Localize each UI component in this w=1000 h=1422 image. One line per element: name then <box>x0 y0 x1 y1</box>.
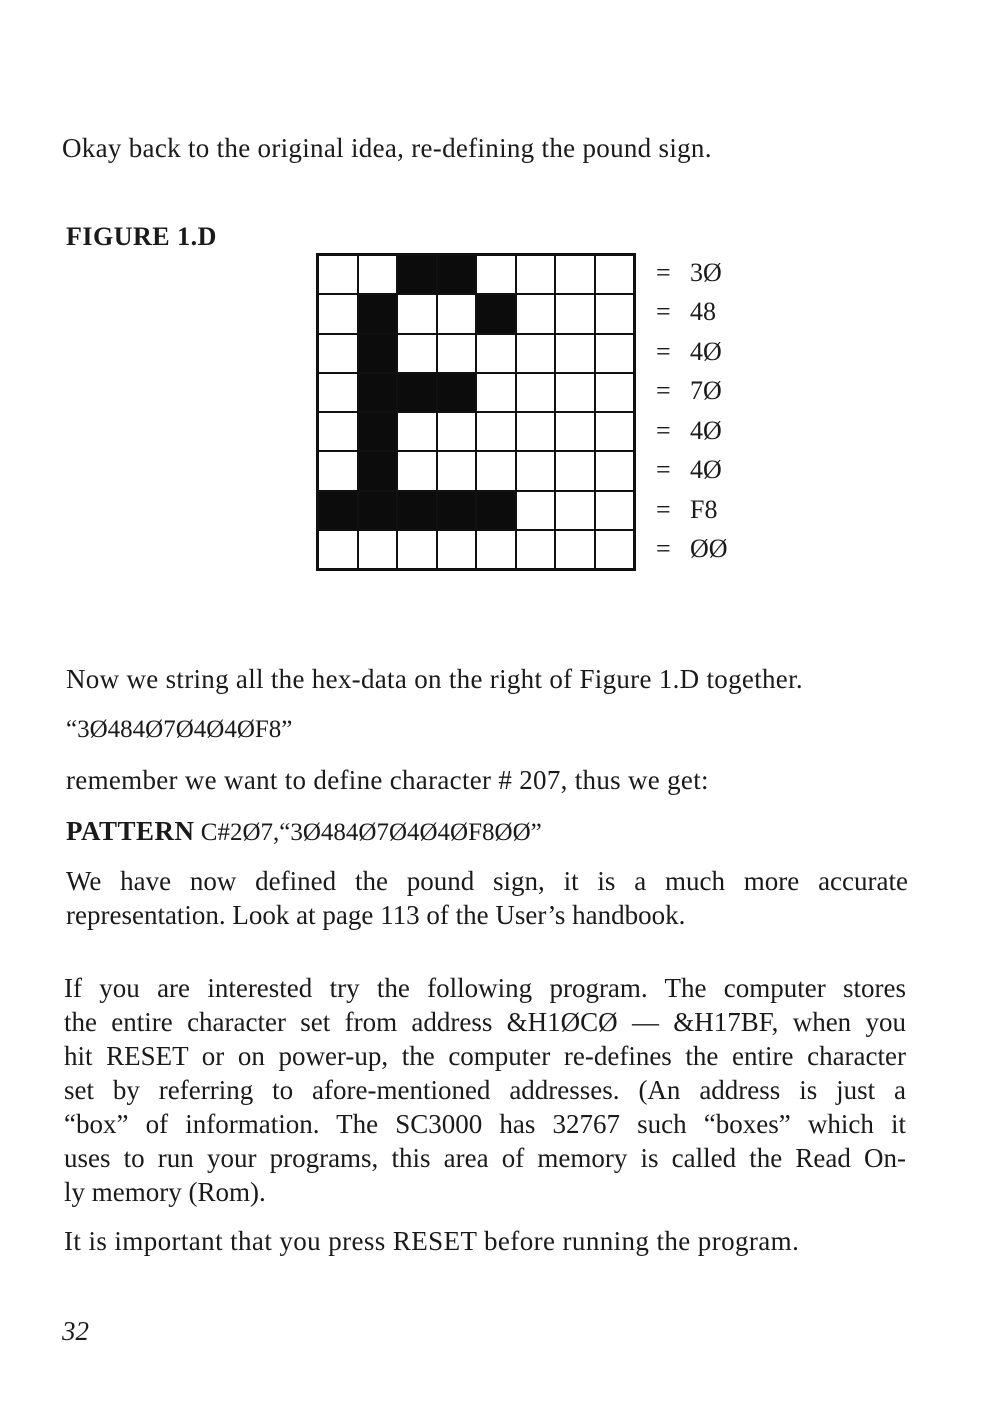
grid-cell-filled <box>397 255 437 294</box>
grid-cell-empty <box>595 412 635 451</box>
grid-cell-empty <box>595 530 635 569</box>
grid-cell-filled <box>476 294 516 333</box>
grid-cell-filled <box>397 373 437 412</box>
grid-cell-empty <box>318 294 358 333</box>
grid-cell-empty <box>555 294 595 333</box>
hex-row <box>656 332 746 372</box>
grid-cell-empty <box>516 373 556 412</box>
remember-text: remember we want to define character # 207, thus we get: <box>66 765 709 795</box>
grid-cell-empty <box>516 334 556 373</box>
grid-cell-empty <box>555 373 595 412</box>
equals-sign: = <box>656 336 671 366</box>
grid-cell-empty <box>358 255 398 294</box>
grid-cell-empty <box>516 412 556 451</box>
grid-cell-empty <box>318 255 358 294</box>
hex-value: F8 <box>690 494 718 524</box>
equals-sign: = <box>656 257 671 287</box>
hex-value: 4Ø <box>690 336 722 366</box>
grid-cell-empty <box>555 451 595 490</box>
hex-value: 3Ø <box>690 257 722 287</box>
equals-sign: = <box>656 494 671 524</box>
hex-row <box>656 411 746 451</box>
hex-row <box>656 530 746 570</box>
string-intro-text: Now we string all the hex-data on the right of Figure 1.D together. <box>66 664 803 694</box>
grid-cell-empty <box>595 255 635 294</box>
grid-cell-empty <box>516 530 556 569</box>
pattern-keyword: PATTERN <box>66 816 195 846</box>
grid-cell-empty <box>476 255 516 294</box>
hex-string-text: “3Ø484Ø7Ø4Ø4ØF8” <box>66 716 293 743</box>
grid-cell-empty <box>437 412 477 451</box>
grid-cell-filled <box>358 334 398 373</box>
grid-cell-empty <box>476 412 516 451</box>
grid-cell-empty <box>595 334 635 373</box>
grid-cell-empty <box>397 412 437 451</box>
hex-value: 4Ø <box>690 455 722 485</box>
grid-cell-empty <box>555 530 595 569</box>
grid-cell-empty <box>555 412 595 451</box>
grid-cell-empty <box>555 255 595 294</box>
grid-cell-empty <box>318 373 358 412</box>
program-paragraph <box>64 971 906 1209</box>
grid-cell-empty <box>516 491 556 530</box>
grid-cell-empty <box>397 294 437 333</box>
hex-row <box>656 490 746 530</box>
hex-row <box>656 253 746 293</box>
grid-cell-empty <box>397 451 437 490</box>
grid-cell-empty <box>595 451 635 490</box>
grid-cell-empty <box>595 373 635 412</box>
grid-cell-empty <box>437 294 477 333</box>
grid-cell-empty <box>318 412 358 451</box>
grid-cell-filled <box>397 491 437 530</box>
hex-row <box>656 451 746 491</box>
equals-sign: = <box>656 376 671 406</box>
grid-cell-filled <box>358 412 398 451</box>
grid-cell-empty <box>397 530 437 569</box>
hex-row <box>656 372 746 412</box>
grid-cell-empty <box>476 334 516 373</box>
hex-value-list <box>656 253 746 569</box>
grid-cell-empty <box>318 334 358 373</box>
page-number: 32 <box>62 1316 89 1346</box>
grid-cell-filled <box>358 373 398 412</box>
equals-sign: = <box>656 415 671 445</box>
defined-paragraph <box>66 864 908 932</box>
grid-cell-empty <box>555 334 595 373</box>
equals-sign: = <box>656 455 671 485</box>
program-line: set by referring to afore-mentioned addresses. (An address is just a <box>64 1075 906 1105</box>
grid-cell-filled <box>358 451 398 490</box>
program-line: If you are interested try the following program. The computer stores <box>64 973 906 1003</box>
grid-cell-empty <box>476 530 516 569</box>
grid-cell-empty <box>358 530 398 569</box>
program-line: the entire character set from address &H1ØCØ — &H17BF, when you <box>64 1007 906 1037</box>
grid-cell-filled <box>358 491 398 530</box>
character-pixel-grid <box>316 253 636 571</box>
pattern-command <box>66 814 542 850</box>
hex-value: 4Ø <box>690 415 722 445</box>
grid-cell-filled <box>437 373 477 412</box>
grid-cell-filled <box>358 294 398 333</box>
program-line: “box” of information. The SC3000 has 32767 such “boxes” which it <box>64 1109 906 1139</box>
grid-cell-empty <box>437 451 477 490</box>
grid-cell-empty <box>437 334 477 373</box>
figure-label: FIGURE 1.D <box>66 222 217 251</box>
hex-value: ØØ <box>690 534 728 564</box>
grid-cell-empty <box>555 491 595 530</box>
program-line: ly memory (Rom). <box>64 1177 266 1207</box>
grid-cell-filled <box>318 491 358 530</box>
program-line: uses to run your programs, this area of memory is called the Read On- <box>64 1143 906 1173</box>
grid-cell-empty <box>516 294 556 333</box>
grid-cell-empty <box>437 530 477 569</box>
grid-cell-filled <box>437 491 477 530</box>
program-line: hit RESET or on power-up, the computer re-defines the entire character <box>64 1041 906 1071</box>
equals-sign: = <box>656 297 671 327</box>
grid-cell-empty <box>595 491 635 530</box>
hex-value: 48 <box>690 297 716 327</box>
grid-cell-empty <box>318 451 358 490</box>
hex-row <box>656 293 746 333</box>
defined-line: representation. Look at page 113 of the User’s handbook. <box>66 900 686 930</box>
grid-cell-empty <box>595 294 635 333</box>
grid-cell-empty <box>397 334 437 373</box>
intro-text: Okay back to the original idea, re-defining the pound sign. <box>62 133 712 163</box>
grid-cell-filled <box>437 255 477 294</box>
pattern-arguments: C#2Ø7,“3Ø484Ø7Ø4Ø4ØF8ØØ” <box>194 819 542 846</box>
hex-value: 7Ø <box>690 376 722 406</box>
grid-cell-empty <box>318 530 358 569</box>
reset-note-text: It is important that you press RESET before running the program. <box>64 1226 800 1256</box>
grid-cell-empty <box>516 255 556 294</box>
grid-cell-empty <box>476 373 516 412</box>
equals-sign: = <box>656 534 671 564</box>
grid-cell-empty <box>476 451 516 490</box>
defined-line: We have now defined the pound sign, it is a much more accurate <box>66 866 908 896</box>
grid-cell-empty <box>516 451 556 490</box>
grid-cell-filled <box>476 491 516 530</box>
